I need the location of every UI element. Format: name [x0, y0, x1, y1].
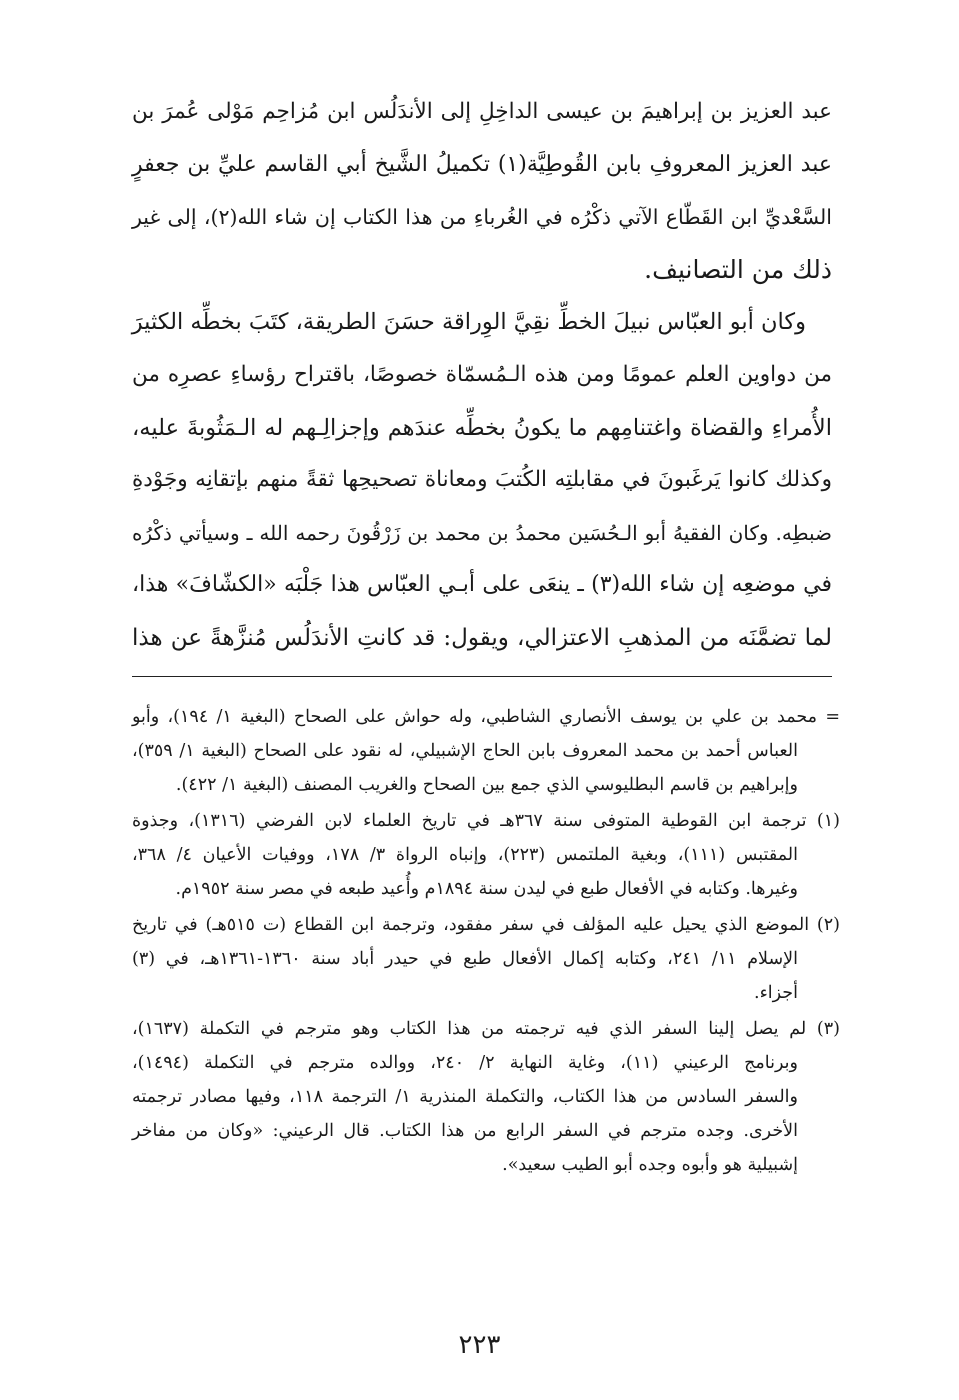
footnote-line: (٢) الموضع الذي يحيل عليه المؤلف في سفر مفقود، وترجمة ابن القطاع (ت ٥١٥هـ) في تاريخ [132, 915, 840, 935]
footnote-3 [132, 1012, 840, 1182]
main-text-line: وكان أبو العبّاس نبيلَ الخطِّ نقِيَّ الوِراقة حسَنَ الطريقة، كتَبَ بخطِّه الكثيرَ [131, 309, 806, 336]
footnote-line: وإبراهيم بن قاسم البطليوسي الذي جمع بين الصحاح والغريب المصنف (البغية ١/ ٤٢٢). [175, 775, 798, 795]
footnote-2 [132, 908, 840, 1010]
footnote-line: (٣) لم يصل إلينا السفر الذي فيه ترجمته من هذا الكتاب وهو مترجم في التكملة (١٦٣٧)، [132, 1019, 840, 1039]
footnote-line: المقتبس (١١١)، وبغية الملتمس (٢٢٣)، وإنباه الرواة ٣/ ١٧٨، ووفيات الأعيان ٤/ ٣٦٨، [132, 845, 798, 865]
main-text-line: ذلك من التصانيف. [644, 254, 832, 284]
footnote-line: إشبيلية هو وأبوه وجده أبو الطيب سعيد». [502, 1155, 798, 1175]
footnote-line: وغيرها. وكتابه في الأفعال طبع في ليدن سنة ١٨٩٤م وأُعيد طبعه في مصر سنة ١٩٥٢م. [175, 879, 798, 899]
main-text [132, 86, 832, 665]
main-text-line: عبد العزيز بن إبراهيمَ بن عيسى الداخِلِ إلى الأندَلُس ابن مُزاحِم مَوْلى عُمرَ بن [132, 99, 832, 124]
main-text-line: الأُمراءِ والقضاة واغتنامِهم ما يكونُ بخطِّه عندَهم وإجزالِـهم له الـمَثُوبةَ عليه، [132, 414, 832, 441]
main-text-line: وكذلك كانوا يَرغَبونَ في مقابلتِه الكُتبَ ومعاناة تصحيحِها ثقةً منهم بإتقانِه وجَوْدةِ [132, 467, 832, 493]
main-text-line: لما تضمَّنَه من المذهبِ الاعتزالي، ويقول: قد كانتِ الأندَلُس مُنزَّهةً عن هذا [132, 624, 832, 651]
footnote-line: العباس أحمد بن محمد المعروف بابن الحاج الإشبيلي، له نقود على الصحاح (البغية ١/ ٣٥٩)، [132, 741, 798, 761]
page-number: ٢٢٣ [458, 1330, 501, 1360]
footnote-line: (١) ترجمة ابن القوطية المتوفى سنة ٣٦٧هـ في تاريخ العلماء لابن الفرضي (١٣١٦)، وجذوة [132, 811, 840, 831]
footnote-separator [132, 676, 832, 677]
footnote-line: الأخرى. وجده مترجم في السفر الرابع من هذا الكتاب. قال الرعيني: «وكان من مفاخر [132, 1121, 798, 1141]
footnote-1 [132, 804, 840, 906]
footnote-continuation [132, 700, 840, 802]
main-text-line: السَّعْديِّ ابن القَطّاع الآتي ذكْرُه في الغُرباءِ من هذا الكتاب إن شاء الله(٢)، إلى غير [132, 205, 832, 230]
main-text-line: من دواوين العلم عمومًا ومن هذه الـمُسمّاة خصوصًا، باقتراح رؤساءِ عصرِه من [132, 361, 832, 387]
main-text-line: ضبطِه. وكان الفقيهُ أبو الـحُسَين محمدُ بن محمد بن زَرْقُونَ رحمه الله ـ وسيأتي ذكْرُه [132, 520, 832, 545]
footnote-line: الإسلام ١١/ ٢٤١، وكتابه إكمال الأفعال طبع في حيدر أباد سنة ١٣٦٠-١٣٦١هـ، في (٣) [132, 949, 798, 969]
main-text-line: في موضعِه إن شاء الله(٣) ـ ينعَى على أبـي العبّاس هذا جَلْبَه «الكشّافَ» هذا، [132, 572, 833, 598]
footnote-line: وبرنامج الرعيني (١١)، وغاية النهاية ٢/ ٢٤٠، ووالده مترجم في التكملة (١٤٩٤)، [132, 1053, 798, 1073]
footnotes [132, 700, 840, 1182]
footnote-line: والسفر السادس من هذا الكتاب، والتكملة المنذرية ١/ الترجمة ١١٨، وفيها مصادر ترجمته [132, 1087, 798, 1107]
footnote-line: أجزاء. [754, 983, 798, 1003]
footnote-line: = محمد بن علي بن يوسف الأنصاري الشاطبي، وله حواش على الصحاح (البغية ١/ ١٩٤)، وأبو [132, 707, 840, 727]
main-text-line: عبد العزيز المعروفِ بابن القُوطِيَّة(١) تكميلُ الشَّيخ أبي القاسم عليِّ بن جعفرٍ [132, 151, 832, 177]
